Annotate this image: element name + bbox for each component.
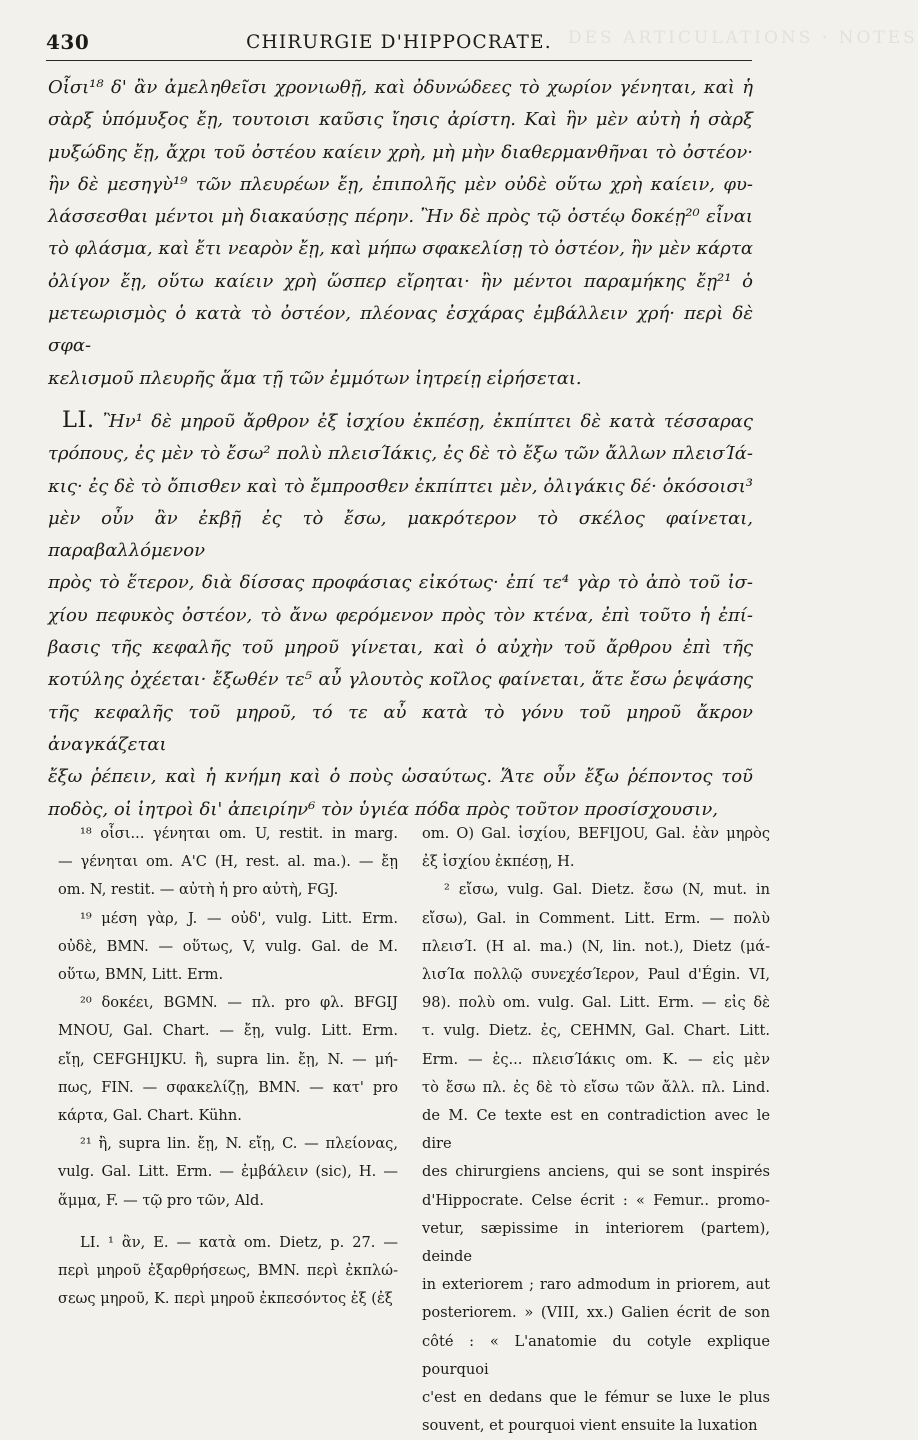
greek-text-line: κελισμοῦ πλευρῆς ἅμα τῇ τῶν ἐμμότων ἰητρείῃ εἰρήσεται. [48,367,582,389]
note-line: côté : « L'anatomie du cotyle explique pourquoi [422,1332,770,1378]
notes-right-column [422,820,770,1440]
note-line: om. N, restit. — αὐτὴ ἡ pro αὐτὴ, FGJ. [58,881,339,899]
note-line: εἴσω), Gal. in Comment. Litt. Erm. — πολὺ [422,909,770,927]
note-line: posteriorem. » (VIII, xx.) Galien écrit de son [422,1304,770,1322]
note-line: de M. Ce texte est en contradiction avec le dire [422,1107,770,1153]
page-header [46,30,752,61]
note-line: des chirurgiens anciens, qui se sont inspirés [422,1163,770,1181]
note-line: τ. vulg. Dietz. ἐς, CEHMN, Gal. Chart. Litt. [422,1022,770,1040]
note-line: in exteriorem ; raro admodum in priorem, aut [422,1276,770,1294]
greek-text-block-2 [48,404,753,826]
note-line: ² εἴσω, vulg. Gal. Dietz. ἔσω (N, mut. in [444,881,770,899]
page-number: 430 [46,30,90,54]
note-line: λισΊα πολλῷ συνεχέσΊερον, Paul d'Égin. VI, [422,966,770,984]
greek-text-line: Οἷσι¹⁸ δ' ἂν ἀμεληθεῖσι χρονιωθῇ, καὶ ὀδυνώδεες τὸ χωρίον γένηται, καὶ ἡ [48,77,753,98]
greek-text-line: ὀλίγον ἔῃ, οὕτω καίειν χρὴ ὥσπερ εἴρηται· ἢν μέντοι παραμήκης ἔῃ²¹ ὁ [48,270,753,292]
greek-text-line: κις· ἐς δὲ τὸ ὄπισθεν καὶ τὸ ἔμπροσθεν ἐκπίπτει μὲν, ὀλιγάκις δέ· ὁκόσοισι³ [48,475,753,497]
note-line: — γένηται om. A'C (H, rest. al. ma.). — ἔῃ [58,853,398,871]
note-line: vulg. Gal. Litt. Erm. — ἐμβάλειν (sic), H. — [58,1163,398,1181]
note-line: vetur, sæpissime in interiorem (partem), deinde [422,1219,770,1266]
note-line: πως, FIN. — σφακελίζῃ, BMN. — κατ' pro [58,1078,398,1096]
greek-text-line [48,404,753,438]
greek-text-line: ἔξω ῥέπειν, καὶ ἡ κνήμη καὶ ὁ ποὺς ὡσαύτως. Ἅτε οὖν ἔξω ῥέποντος τοῦ [48,766,753,788]
note-line: ἐξ ἰσχίου ἐκπέσῃ, H. [422,853,575,871]
greek-text-block-1 [48,72,753,395]
note-line: ²⁰ δοκέει, BGMN. — πλ. pro φλ. BFGIJ [80,994,398,1012]
greek-text-line: σὰρξ ὑπόμυξος ἔῃ, τουτοισι καῦσις ἴησις ἀρίστη. Καὶ ἣν μὲν αὐτὴ ἡ σὰρξ [48,109,753,131]
notes-left-column [58,820,398,1313]
greek-text-line: χίου πεφυκὸς ὀστέον, τὸ ἄνω φερόμενον πρὸς τὸν κτένα, ἐπὶ τοῦτο ἡ ἐπί- [48,604,753,626]
greek-text-line: βασις τῆς κεφαλῆς τοῦ μηροῦ γίνεται, καὶ ὁ αὐχὴν τοῦ ἄρθρου ἐπὶ τῆς [48,637,753,659]
note-line: souvent, et pourquoi vient ensuite la luxation [422,1417,758,1435]
bleed-through-text: DES ARTICULATIONS · NOTES [568,28,918,48]
note-line: σεως μηροῦ, K. περὶ μηροῦ ἐκπεσόντος ἐξ (ἐξ [58,1290,393,1308]
greek-text-line: πρὸς τὸ ἕτερον, διὰ δίσσας προφάσιας εἰκότως· ἐπί τε⁴ γὰρ τὸ ἀπὸ τοῦ ἰσ- [48,572,753,594]
note-line: κάρτα, Gal. Chart. Kühn. [58,1107,242,1125]
greek-text-line: τρόπους, ἐς μὲν τὸ ἔσω² πολὺ πλεισΊάκις, ἐς δὲ τὸ ἔξω τῶν ἄλλων πλεισΊά- [48,443,753,465]
greek-text-line: τὸ φλάσμα, καὶ ἔτι νεαρὸν ἔῃ, καὶ μήπω σφακελίσῃ τὸ ὀστέον, ἢν μὲν κάρτα [48,238,753,260]
greek-text-line: μυξώδης ἔῃ, ἄχρι τοῦ ὀστέου καίειν χρὴ, μὴ μὴν διαθερμανθῆναι τὸ ὀστέον· [48,141,753,163]
section-number: LI. [62,407,95,433]
note-line: οὕτω, BMN, Litt. Erm. [58,966,224,984]
note-line: πλεισΊ. (H al. ma.) (N, lin. not.), Dietz (μά- [422,937,770,955]
greek-text-line-content: Ἢν¹ δὲ μηροῦ ἄρθρον ἐξ ἰσχίου ἐκπέσῃ, ἐκπίπτει δὲ κατὰ τέσσαρας [102,411,753,432]
running-title: CHIRURGIE D'HIPPOCRATE. [246,32,552,53]
note-line: τὸ ἔσω πλ. ἐς δὲ τὸ εἴσω τῶν ἄλλ. πλ. Lind. [422,1078,770,1096]
greek-text-line: ἢν δὲ μεσηγὺ¹⁹ τῶν πλευρέων ἔῃ, ἐπιπολῆς μὲν οὐδὲ οὕτω χρὴ καίειν, φυ- [48,173,753,195]
greek-text-line: ποδὸς, οἱ ἰητροὶ δι' ἀπειρίην⁶ τὸν ὑγιέα πόδα πρὸς τοῦτον προσίσχουσιν, [48,798,719,820]
note-line: MNOU, Gal. Chart. — ἔῃ, vulg. Litt. Erm. [58,1022,398,1040]
greek-text-line: μὲν οὖν ἂν ἐκβῇ ἐς τὸ ἔσω, μακρότερον τὸ σκέλος φαίνεται, παραβαλλόμενον [48,507,753,562]
note-line: ¹⁸ οἷσι... γένηται om. U, restit. in marg. [80,825,398,842]
note-line: οὐδὲ, BMN. — οὕτως, V, vulg. Gal. de M. [58,937,398,955]
critical-apparatus [58,820,770,1435]
note-line: om. O) Gal. ἰσχίου, BEFIJOU, Gal. ἐὰν μηρὸς [422,825,770,842]
note-line: LI. ¹ ἂν, E. — κατὰ om. Dietz, p. 27. — [80,1233,398,1251]
note-line: ¹⁹ μέση γὰρ, J. — οὐδ', vulg. Litt. Erm. [80,909,398,927]
note-line: 98). πολὺ om. vulg. Gal. Litt. Erm. — εἰς δὲ [422,994,770,1012]
note-line: εἴῃ, CEFGHIJKU. ἢ, supra lin. ἔῃ, N. — μή- [58,1050,398,1068]
note-line: περὶ μηροῦ ἐξαρθρήσεως, BMN. περὶ ἐκπλώ- [58,1262,398,1280]
note-line: d'Hippocrate. Celse écrit : « Femur.. promo- [422,1191,770,1209]
greek-text-line: μετεωρισμὸς ὁ κατὰ τὸ ὀστέον, πλέονας ἐσχάρας ἐμβάλλειν χρή· περὶ δὲ σφα- [48,303,753,357]
note-line: c'est en dedans que le fémur se luxe le plus [422,1389,770,1407]
note-line [58,1215,398,1229]
note-line: Erm. — ἐς... πλεισΊάκις om. K. — εἰς μὲν [422,1050,770,1068]
greek-text-line: τῆς κεφαλῆς τοῦ μηροῦ, τό τε αὖ κατὰ τὸ γόνυ τοῦ μηροῦ ἄκρον ἀναγκάζεται [48,701,753,755]
greek-text-line: κοτύλης ὀχέεται· ἔξωθέν τε⁵ αὖ γλουτὸς κοῖλος φαίνεται, ἅτε ἔσω ῥεψάσης [48,669,753,691]
note-line: ²¹ ἢ, supra lin. ἔῃ, N. εἴῃ, C. — πλείονας, [80,1135,398,1153]
note-line: ἅμμα, F. — τῷ pro τῶν, Ald. [58,1191,264,1209]
greek-text-line: λάσσεσθαι μέντοι μὴ διακαύσῃς πέρην. Ἢν δὲ πρὸς τῷ ὀστέῳ δοκέῃ²⁰ εἶναι [48,206,753,228]
